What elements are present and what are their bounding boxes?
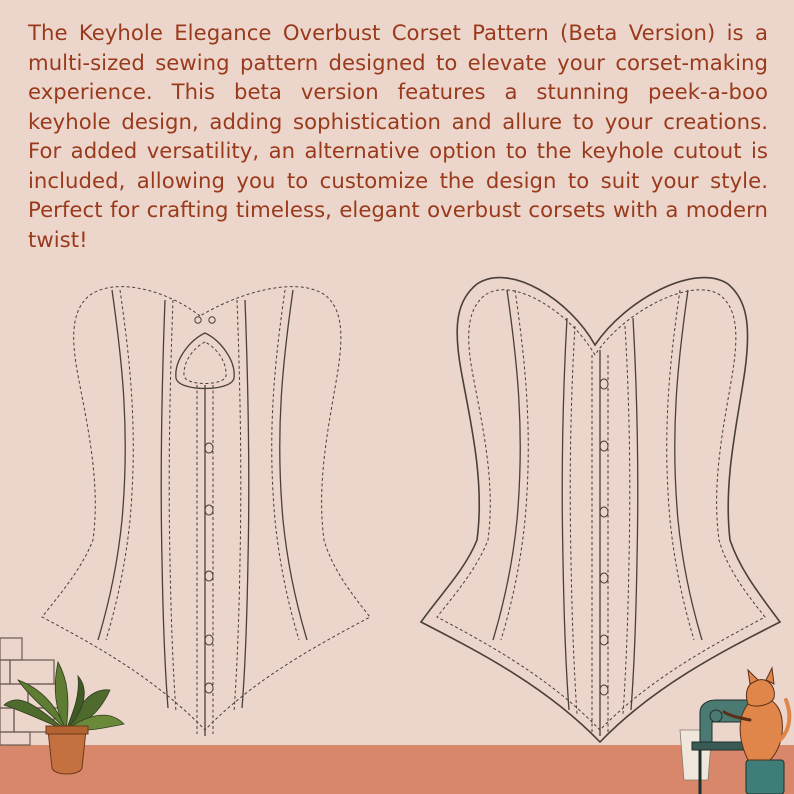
pattern-description: The Keyhole Elegance Overbust Corset Pattern (Beta Version) is a multi-sized sewing pattern designed to elevate your corset-making experience. This beta version features a stunning peek-a-boo keyhole design, adding sophistication and allure to your creations. For added versatility, an alternative option to the keyhole cutout is included, allowing you to customize the design to suit your style. Perfect for crafting timeless, elegant overbust corsets with a modern twist!	[28, 20, 768, 252]
keyhole-overbust-corset-drawing	[26, 274, 385, 742]
cat-at-sewing-machine-drawing	[680, 668, 789, 794]
potted-plant-drawing	[4, 662, 124, 774]
classic-overbust-corset-drawing	[421, 278, 780, 742]
